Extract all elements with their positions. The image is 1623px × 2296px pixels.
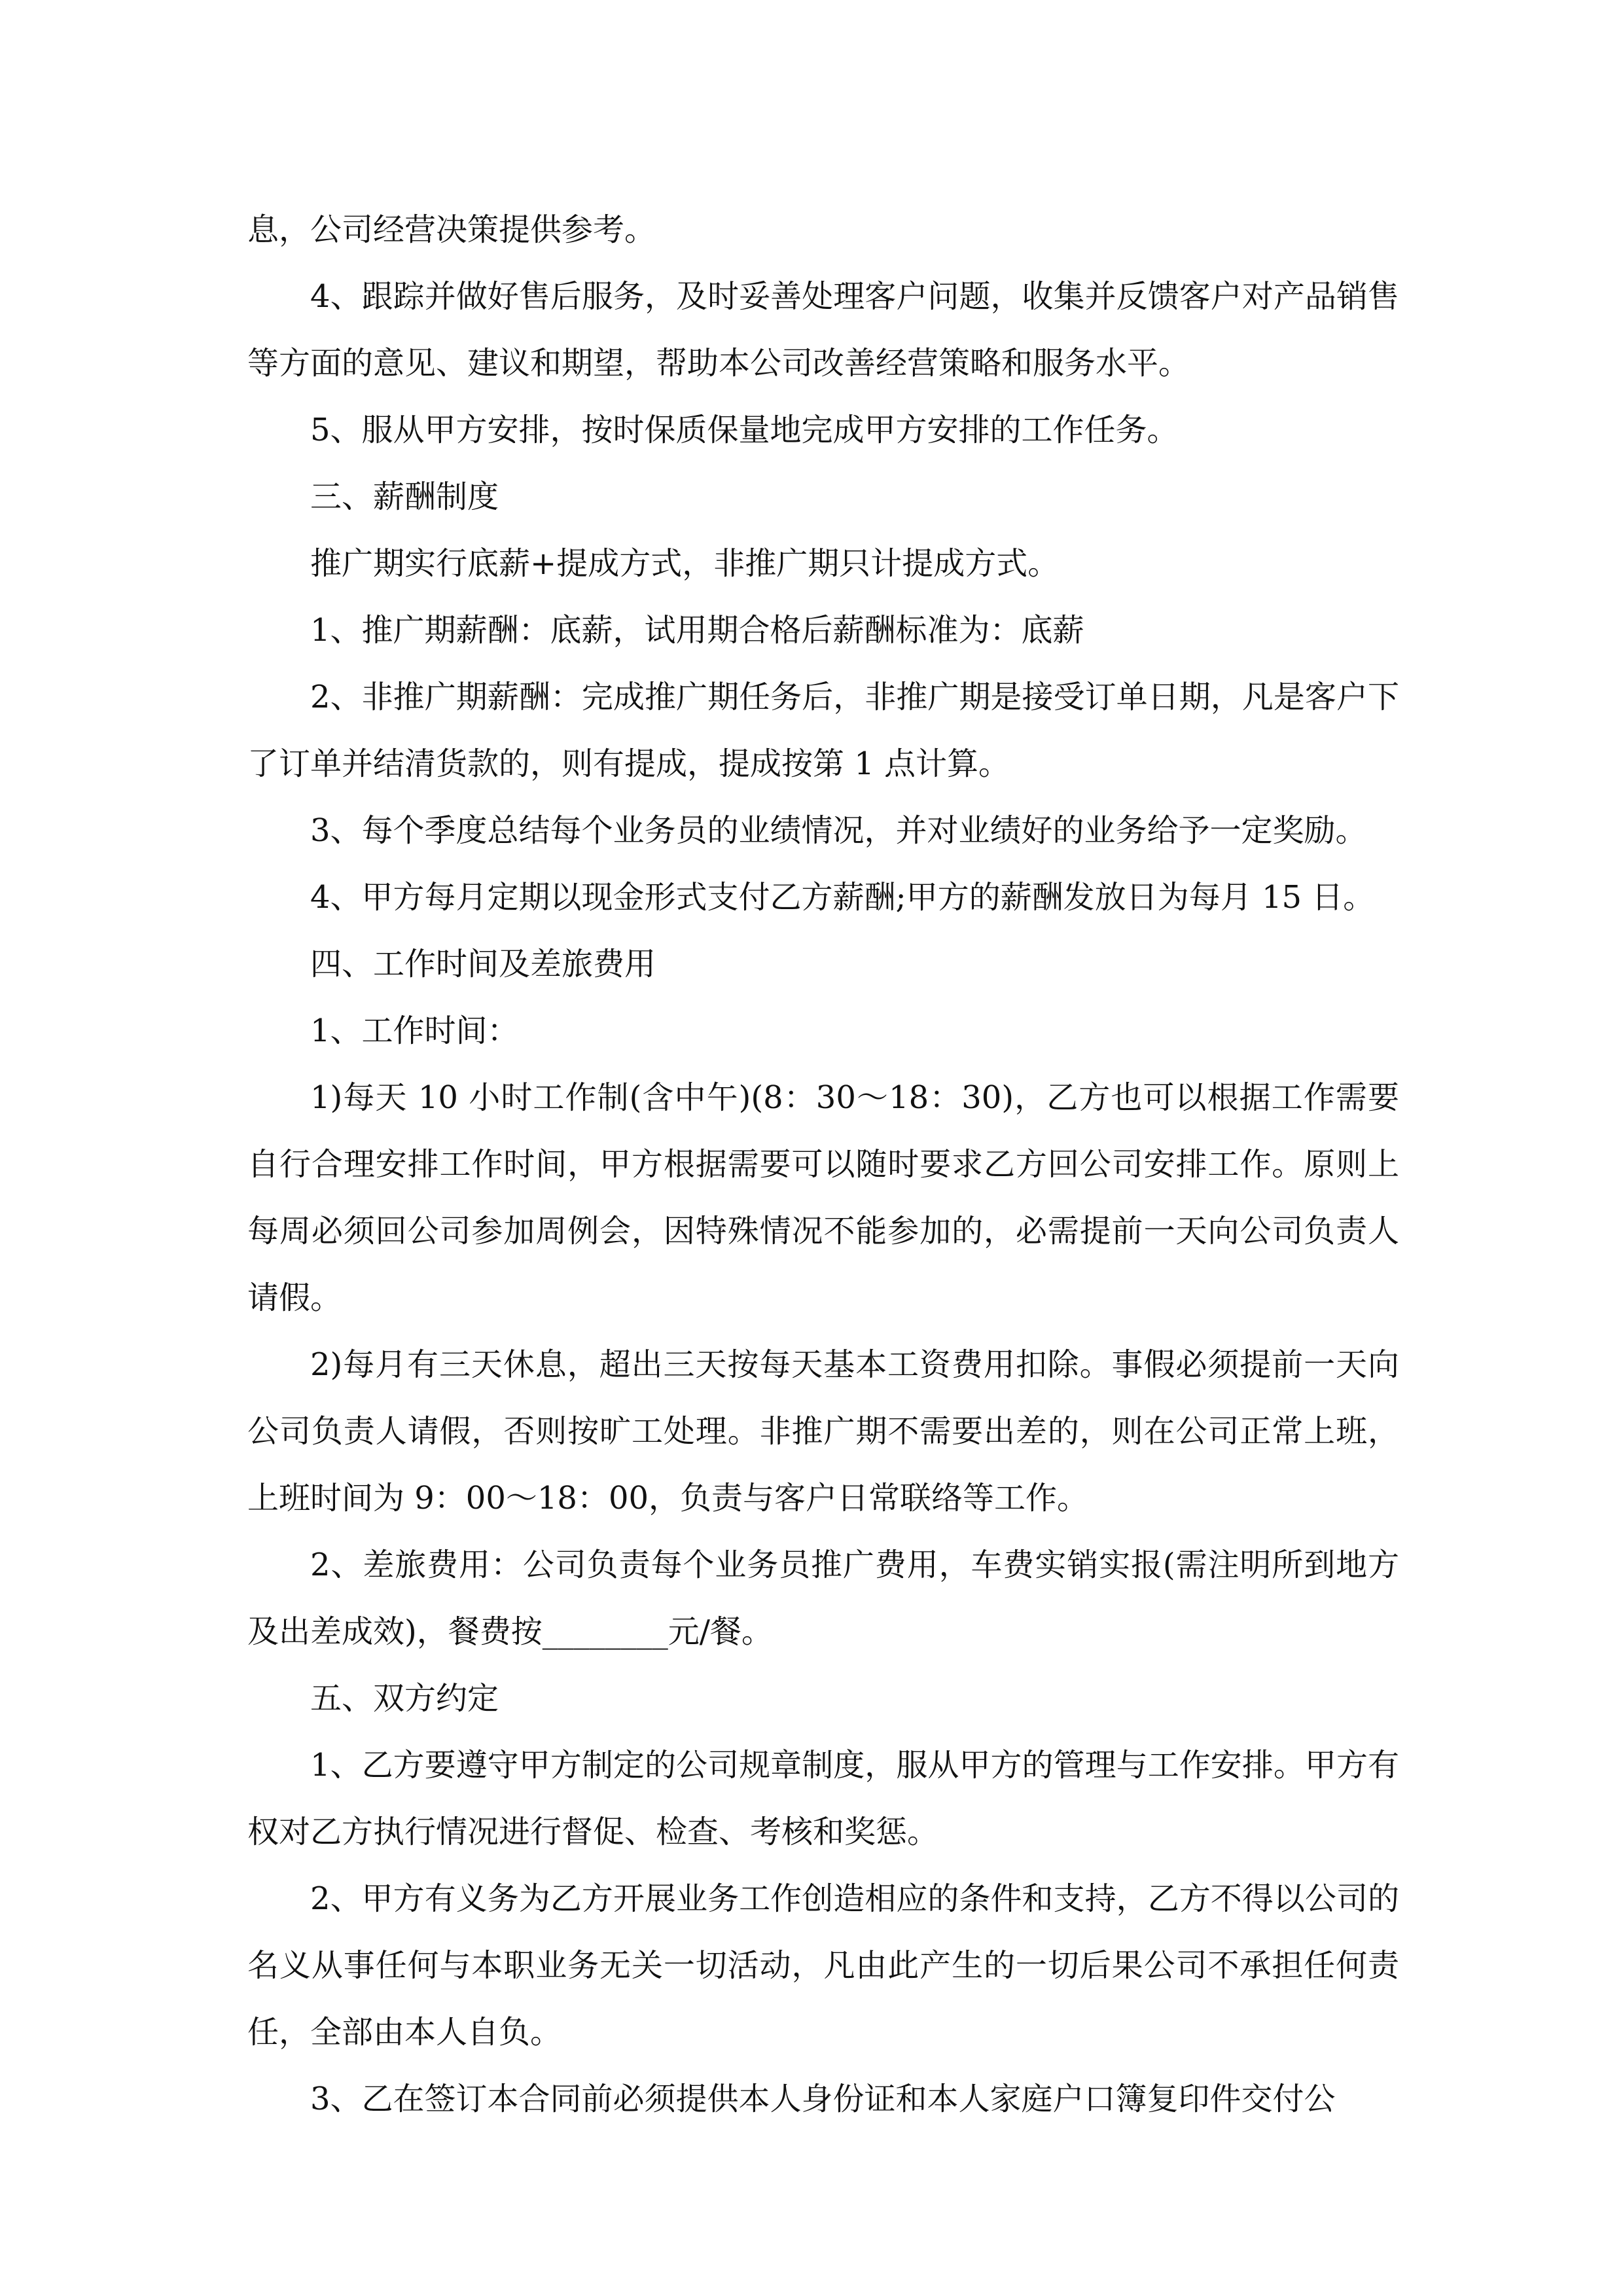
paragraph-agreement-3: 3、乙在签订本合同前必须提供本人身份证和本人家庭户口簿复印件交付公 xyxy=(310,2081,1336,2117)
paragraph-worktime-1: 1、工作时间： xyxy=(310,1013,519,1049)
paragraph-salary-2: 2、非推广期薪酬：完成推广期任务后，非推广期是接受订单日期，凡是客户下了订单并结清货款的，则有提成，提成按第 1 点计算。 xyxy=(247,679,1399,782)
section-heading-salary: 三、薪酬制度 xyxy=(310,478,499,515)
paragraph-agreement-2: 2、甲方有义务为乙方开展业务工作创造相应的条件和支持，乙方不得以公司的名义从事任何与本职业务无关一切活动，凡由此产生的一切后果公司不承担任何责任，全部由本人自负。 xyxy=(247,1880,1399,2051)
document-body xyxy=(247,196,1399,2132)
section-heading-worktime: 四、工作时间及差旅费用 xyxy=(310,946,656,982)
paragraph-salary-4: 4、甲方每月定期以现金形式支付乙方薪酬;甲方的薪酬发放日为每月 15 日。 xyxy=(310,879,1375,916)
paragraph-item-5: 5、服从甲方安排，按时保质保量地完成甲方安排的工作任务。 xyxy=(310,412,1179,448)
paragraph-item-4: 4、跟踪并做好售后服务，及时妥善处理客户问题，收集并反馈客户对产品销售等方面的意见、建议和期望，帮助本公司改善经营策略和服务水平。 xyxy=(247,278,1399,382)
paragraph-worktime-1-1: 1)每天 10 小时工作制(含中午)(8：30～18：30)，乙方也可以根据工作需要自行合理安排工作时间，甲方根据需要可以随时要求乙方回公司安排工作。原则上每周必须回公司参加周例会，因特殊情况不能参加的，必需提前一天向公司负责人请假。 xyxy=(247,1079,1399,1316)
paragraph-salary-3: 3、每个季度总结每个业务员的业绩情况，并对业绩好的业务给予一定奖励。 xyxy=(310,812,1367,849)
paragraph-salary-intro: 推广期实行底薪+提成方式，非推广期只计提成方式。 xyxy=(310,545,1060,582)
paragraph-salary-1: 1、推广期薪酬：底薪，试用期合格后薪酬标准为：底薪 xyxy=(310,612,1084,649)
section-heading-agreement: 五、双方约定 xyxy=(310,1680,499,1717)
paragraph-continuation: 息，公司经营决策提供参考。 xyxy=(247,211,656,248)
paragraph-travel-expense: 2、差旅费用：公司负责每个业务员推广费用，车费实销实报(需注明所到地方及出差成效)，餐费按________元/餐。 xyxy=(247,1547,1399,1650)
paragraph-agreement-1: 1、乙方要遵守甲方制定的公司规章制度，服从甲方的管理与工作安排。甲方有权对乙方执行情况进行督促、检查、考核和奖惩。 xyxy=(247,1747,1399,1850)
paragraph-worktime-1-2: 2)每月有三天休息，超出三天按每天基本工资费用扣除。事假必须提前一天向公司负责人请假，否则按旷工处理。非推广期不需要出差的，则在公司正常上班，上班时间为 9：00～18：00，负责与客户日常联络等工作。 xyxy=(247,1346,1399,1516)
